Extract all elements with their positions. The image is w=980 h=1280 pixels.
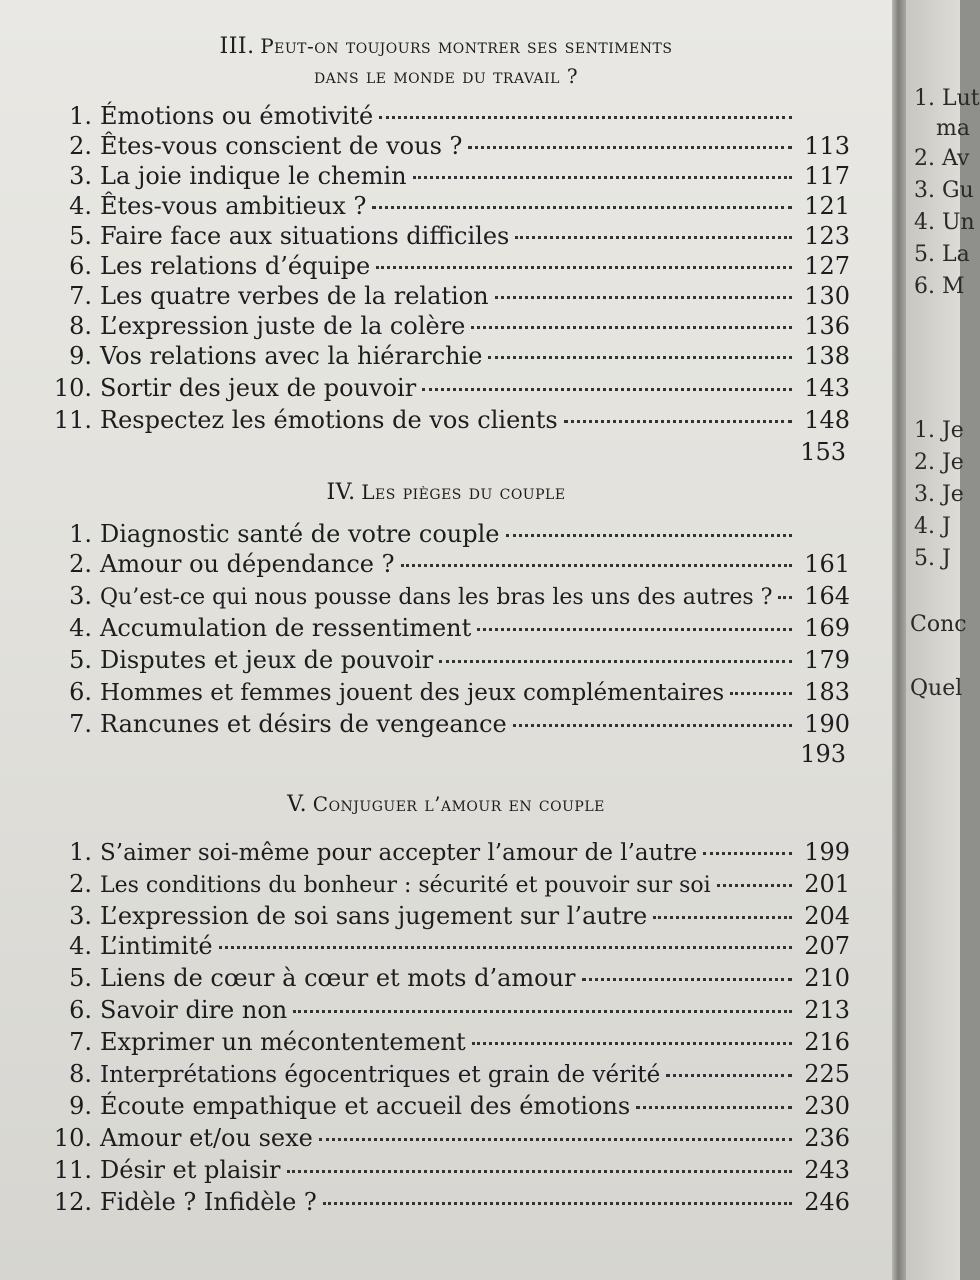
- dot-leader: [376, 266, 792, 269]
- entry-title: Vos relations avec la hiérarchie: [100, 342, 483, 370]
- entry-page: 201: [804, 870, 850, 898]
- entry-page: 169: [804, 614, 850, 642]
- trailing-page-number: 153: [800, 438, 846, 466]
- dot-leader: [778, 596, 792, 599]
- right-page-fragment: 3. Gu: [914, 178, 974, 203]
- dot-leader: [506, 534, 792, 537]
- toc-entry[interactable]: [20, 710, 850, 742]
- right-page-fragment: 5. La: [914, 242, 970, 267]
- entry-number: 12.: [53, 1188, 92, 1216]
- toc-entry[interactable]: [20, 282, 850, 314]
- toc-entry[interactable]: [20, 374, 850, 406]
- entry-title: Disputes et jeux de pouvoir: [100, 646, 434, 674]
- section-iv-title-text: Les pièges du couple: [361, 480, 566, 504]
- entry-title: Interprétations égocentriques et grain de vérité: [100, 1062, 661, 1088]
- section-v-number: V.: [287, 792, 308, 817]
- dot-leader: [323, 1202, 792, 1205]
- dot-leader: [287, 1170, 792, 1173]
- entry-page: 243: [804, 1156, 850, 1184]
- entry-title: Les relations d’équipe: [100, 252, 371, 280]
- toc-entry[interactable]: [20, 996, 850, 1028]
- dot-leader: [703, 852, 792, 855]
- toc-entry[interactable]: [20, 678, 850, 710]
- toc-entry[interactable]: [20, 1124, 850, 1156]
- entry-page: 130: [804, 282, 850, 310]
- entry-page: 216: [804, 1028, 850, 1056]
- entry-title: Êtes-vous ambitieux ?: [100, 192, 367, 220]
- toc-entry[interactable]: [20, 838, 850, 870]
- toc-entry[interactable]: [20, 222, 850, 254]
- entry-page: 113: [804, 132, 850, 160]
- entry-page: 143: [804, 374, 850, 402]
- right-page-fragment: Quel: [910, 676, 963, 701]
- entry-number: 8.: [69, 1060, 92, 1088]
- entry-number: 10.: [53, 1124, 92, 1152]
- entry-title: Rancunes et désirs de vengeance: [100, 710, 507, 738]
- dot-leader: [413, 176, 792, 179]
- right-page-fragment: 2. Av: [914, 146, 970, 171]
- toc-entry[interactable]: [20, 902, 850, 934]
- toc-entry[interactable]: [20, 252, 850, 284]
- entry-title: Faire face aux situations difficiles: [100, 222, 510, 250]
- entry-number: 7.: [69, 710, 92, 738]
- dot-leader: [372, 206, 792, 209]
- section-iii-title: [0, 34, 892, 59]
- entry-title: Êtes-vous conscient de vous ?: [100, 132, 463, 160]
- section-v-title: [0, 792, 892, 817]
- right-page-fragment: 3. Je: [914, 482, 964, 507]
- entry-title: Qu’est-ce qui nous pousse dans les bras les uns des autres ?: [100, 585, 773, 610]
- dot-leader: [379, 116, 792, 119]
- entry-title: La joie indique le chemin: [100, 162, 407, 190]
- entry-number: 1.: [69, 102, 92, 130]
- entry-page: 190: [804, 710, 850, 738]
- toc-entry[interactable]: [20, 646, 850, 678]
- entry-page: 210: [804, 964, 850, 992]
- entry-page: 225: [804, 1060, 850, 1088]
- entry-number: 11.: [53, 406, 92, 434]
- entry-page: 123: [804, 222, 850, 250]
- entry-page: 161: [804, 550, 850, 578]
- entry-title: Émotions ou émotivité: [100, 102, 374, 130]
- toc-entry[interactable]: [20, 1156, 850, 1188]
- section-iv-number: IV.: [326, 480, 356, 505]
- entry-page: 183: [804, 678, 850, 706]
- entry-number: 6.: [69, 678, 92, 706]
- entry-title: L’intimité: [100, 932, 213, 960]
- toc-entry[interactable]: [20, 1188, 850, 1220]
- toc-entry[interactable]: [20, 582, 850, 614]
- entry-title: Les quatre verbes de la relation: [100, 282, 489, 310]
- entry-number: 5.: [69, 222, 92, 250]
- dot-leader: [293, 1010, 792, 1013]
- entry-number: 1.: [69, 520, 92, 548]
- entry-number: 4.: [69, 192, 92, 220]
- toc-entry[interactable]: [20, 132, 850, 164]
- entry-number: 2.: [69, 550, 92, 578]
- toc-entry[interactable]: [20, 870, 850, 902]
- entry-title: Amour et/ou sexe: [100, 1124, 313, 1152]
- toc-entry[interactable]: [20, 550, 850, 582]
- entry-page: 230: [804, 1092, 850, 1120]
- entry-page: 207: [804, 932, 850, 960]
- entry-page: 204: [804, 902, 850, 930]
- dot-leader: [515, 236, 792, 239]
- dot-leader: [319, 1138, 792, 1141]
- entry-page: 199: [804, 838, 850, 866]
- toc-entry[interactable]: [20, 1028, 850, 1060]
- dot-leader: [582, 978, 792, 981]
- entry-title: L’expression juste de la colère: [100, 312, 466, 340]
- entry-title: Hommes et femmes jouent des jeux complémentaires: [100, 680, 725, 706]
- toc-entry[interactable]: [20, 342, 850, 374]
- entry-page: 236: [804, 1124, 850, 1152]
- toc-entry[interactable]: [20, 192, 850, 224]
- dot-leader: [730, 692, 792, 695]
- entry-number: 2.: [69, 870, 92, 898]
- toc-entry[interactable]: [20, 1060, 850, 1092]
- entry-title: Diagnostic santé de votre couple: [100, 520, 500, 548]
- dot-leader: [477, 628, 792, 631]
- dot-leader: [471, 326, 792, 329]
- entry-title: Respectez les émotions de vos clients: [100, 406, 558, 434]
- dot-leader: [401, 564, 793, 567]
- entry-page: 138: [804, 342, 850, 370]
- dot-leader: [717, 884, 792, 887]
- entry-number: 10.: [53, 374, 92, 402]
- entry-page: 136: [804, 312, 850, 340]
- entry-page: 121: [804, 192, 850, 220]
- entry-title: Accumulation de ressentiment: [100, 614, 472, 642]
- entry-number: 11.: [53, 1156, 92, 1184]
- dot-leader: [219, 946, 792, 949]
- dot-leader: [653, 916, 792, 919]
- dot-leader: [468, 146, 792, 149]
- toc-entry[interactable]: [20, 964, 850, 996]
- entry-number: 1.: [69, 838, 92, 866]
- entry-number: 6.: [69, 996, 92, 1024]
- entry-number: 7.: [69, 1028, 92, 1056]
- entry-title: Les conditions du bonheur : sécurité et pouvoir sur soi: [100, 873, 711, 898]
- entry-title: L’expression de soi sans jugement sur l’autre: [100, 902, 648, 930]
- dot-leader: [422, 388, 792, 391]
- entry-number: 5.: [69, 964, 92, 992]
- entry-number: 4.: [69, 614, 92, 642]
- entry-title: Fidèle ? Infidèle ?: [100, 1188, 317, 1216]
- section-iii-title-line2: dans le monde du travail ?: [313, 64, 579, 88]
- entry-number: 3.: [69, 902, 92, 930]
- entry-number: 6.: [69, 252, 92, 280]
- dot-leader: [488, 356, 792, 359]
- section-iv-title: [0, 480, 892, 505]
- entry-title: Écoute empathique et accueil des émotions: [100, 1092, 631, 1120]
- right-page-fragment: 5. J: [914, 546, 951, 571]
- entry-title: Liens de cœur à cœur et mots d’amour: [100, 964, 576, 992]
- toc-entry[interactable]: [20, 406, 850, 438]
- dot-leader: [472, 1042, 792, 1045]
- entry-title: Savoir dire non: [100, 996, 288, 1024]
- toc-entry[interactable]: [20, 614, 850, 646]
- right-page-fragment: 6. M: [914, 274, 965, 299]
- entry-page: 246: [804, 1188, 850, 1216]
- entry-page: 213: [804, 996, 850, 1024]
- toc-entry[interactable]: [20, 520, 850, 552]
- entry-number: 3.: [69, 582, 92, 610]
- right-page-fragment: 1. Lut: [914, 86, 980, 111]
- dot-leader: [666, 1074, 792, 1077]
- dot-leader: [439, 660, 792, 663]
- right-page-fragment: 4. J: [914, 514, 951, 539]
- entry-title: Désir et plaisir: [100, 1156, 281, 1184]
- right-page-edge: [906, 0, 980, 1280]
- entry-page: 117: [804, 162, 850, 190]
- entry-title: Exprimer un mécontentement: [100, 1028, 466, 1056]
- entry-page: 164: [804, 582, 850, 610]
- toc-entry[interactable]: [20, 1092, 850, 1124]
- entry-title: S’aimer soi-même pour accepter l’amour de l’autre: [100, 840, 698, 866]
- toc-entry[interactable]: [20, 932, 850, 964]
- dot-leader: [636, 1106, 792, 1109]
- entry-title: Sortir des jeux de pouvoir: [100, 374, 417, 402]
- toc-entry[interactable]: [20, 102, 850, 134]
- entry-number: 4.: [69, 932, 92, 960]
- entry-page: 179: [804, 646, 850, 674]
- entry-number: 8.: [69, 312, 92, 340]
- entry-title: Amour ou dépendance ?: [100, 550, 395, 578]
- section-v-title-text: Conjuguer l’amour en couple: [312, 792, 605, 816]
- right-page-fragment: Conc: [910, 612, 967, 637]
- book-gutter: [892, 0, 906, 1280]
- entry-number: 3.: [69, 162, 92, 190]
- right-page-fragment: 2. Je: [914, 450, 964, 475]
- section-iii-title-line1: Peut-on toujours montrer ses sentiments: [260, 34, 673, 58]
- trailing-page-number: 193: [800, 740, 846, 768]
- dot-leader: [495, 296, 792, 299]
- entry-number: 9.: [69, 342, 92, 370]
- entry-page: 127: [804, 252, 850, 280]
- right-page-fragment: 4. Un: [914, 210, 975, 235]
- entry-page: 148: [804, 406, 850, 434]
- entry-number: 7.: [69, 282, 92, 310]
- entry-number: 5.: [69, 646, 92, 674]
- toc-entry[interactable]: [20, 162, 850, 194]
- dot-leader: [564, 420, 792, 423]
- section-iii-number: III.: [219, 34, 255, 59]
- right-page-fragment: ma: [936, 116, 970, 141]
- entry-number: 2.: [69, 132, 92, 160]
- toc-entry[interactable]: [20, 312, 850, 344]
- right-page-fragment: 1. Je: [914, 418, 964, 443]
- entry-number: 9.: [69, 1092, 92, 1120]
- dot-leader: [513, 724, 792, 727]
